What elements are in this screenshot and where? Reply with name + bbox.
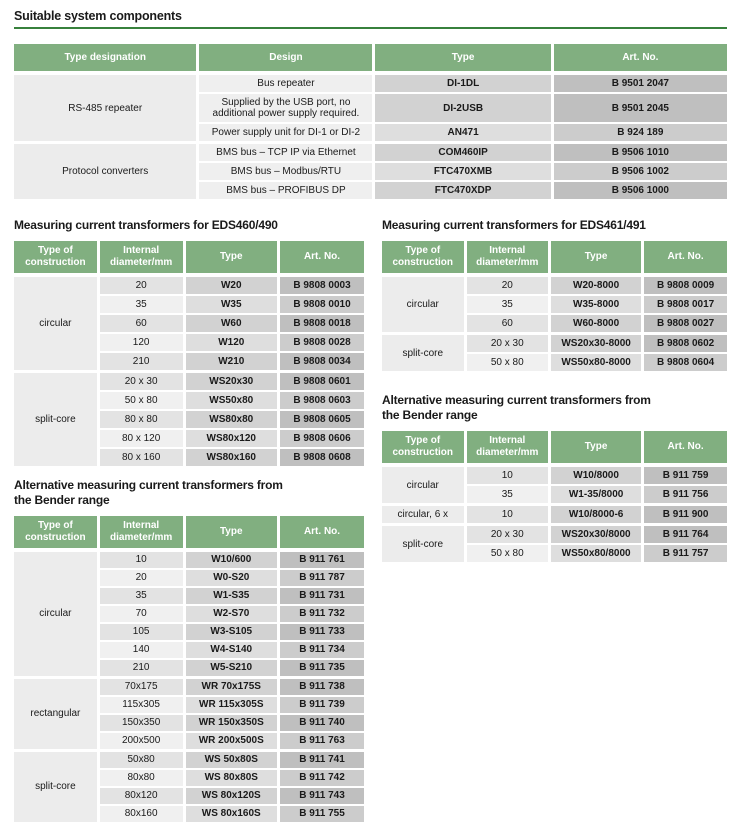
table-row [382,505,727,525]
cell-diameter: 80x160 [100,806,186,824]
cell-art-no: B 9808 0605 [280,411,364,430]
cell-designation: RS-485 repeater [14,74,199,143]
cell-type: W60 [186,315,281,334]
cell-type: WR 70x175S [186,678,281,697]
components-table [14,44,727,201]
column-header-diameter: Internal diameter/mm [100,241,186,276]
cell-art-no: B 911 761 [280,551,364,570]
cell-construction: split-core [382,334,467,373]
cell-diameter: 50 x 80 [467,354,552,373]
cell-diameter: 140 [100,642,186,660]
cell-art-no: B 911 731 [280,588,364,606]
cell-diameter: 115x305 [100,697,186,715]
cell-type: WS 80x80S [186,770,281,788]
cell-type: W3-S105 [186,624,281,642]
column-header-art-no: Art. No. [644,431,727,466]
cell-art-no: B 911 787 [280,570,364,588]
cell-construction: circular [14,551,100,678]
column-header-diameter: Internal diameter/mm [100,516,186,551]
cell-construction: split-core [14,372,100,468]
cell-art-no: B 911 738 [280,678,364,697]
alt-left-section [14,478,364,824]
cell-art-no: B 911 741 [280,751,364,770]
right-column [382,218,727,564]
cell-type: W20 [186,276,281,296]
cell-type: WS20x30/8000 [551,525,644,545]
cell-diameter: 60 [100,315,186,334]
header-row [14,44,727,74]
cell-diameter: 10 [100,551,186,570]
cell-design: BMS bus – TCP IP via Ethernet [199,143,375,163]
cell-construction: circular [382,466,467,505]
section-title-eds461: Measuring current transformers for EDS461/491 [382,218,646,232]
cell-art-no: B 9808 0608 [280,449,364,468]
cell-type: W1-35/8000 [551,486,644,505]
cell-art-no: B 911 740 [280,715,364,733]
cell-type: WS50x80/8000 [551,545,644,564]
cell-diameter: 210 [100,353,186,372]
section-title-alt-left [14,478,364,508]
cell-art-no: B 911 735 [280,660,364,678]
cell-art-no: B 9808 0606 [280,430,364,449]
cell-design: BMS bus – Modbus/RTU [199,163,375,182]
column-header-construction: Type of construction [14,241,100,276]
table-row [14,143,727,163]
cell-type: W10/600 [186,551,281,570]
cell-type: WS 80x120S [186,788,281,806]
cell-art-no: B 9808 0017 [644,296,727,315]
table-row [382,334,727,354]
cell-type: WS 80x160S [186,806,281,824]
cell-diameter: 50 x 80 [100,392,186,411]
cell-diameter: 60 [467,315,552,334]
cell-art-no: B 9808 0603 [280,392,364,411]
table-row [382,466,727,486]
cell-diameter: 150x350 [100,715,186,733]
cell-construction: circular [14,276,100,372]
cell-type: WS80x160 [186,449,281,468]
section-title-eds460: Measuring current transformers for EDS460/490 [14,218,278,232]
cell-diameter: 120 [100,334,186,353]
table-row [14,372,364,392]
cell-art-no: B 9506 1002 [554,163,727,182]
cell-art-no: B 924 189 [554,124,727,143]
cell-art-no: B 911 764 [644,525,727,545]
cell-type: W210 [186,353,281,372]
section-title-alt-right [382,393,727,423]
title-line1: Alternative measuring current transformers from [382,393,651,407]
title-line2: the Bender range [14,493,110,507]
header-row [382,241,727,276]
cell-design: Supplied by the USB port, no additional power supply required. [199,94,375,124]
column-header-art-no: Art. No. [554,44,727,74]
eds460-table [14,241,364,468]
cell-art-no: B 911 756 [644,486,727,505]
column-header-design: Design [199,44,375,74]
cell-art-no: B 9808 0034 [280,353,364,372]
cell-construction: circular [382,276,467,334]
cell-art-no: B 9808 0018 [280,315,364,334]
cell-diameter: 50 x 80 [467,545,552,564]
title-line2: the Bender range [382,408,478,422]
cell-design: BMS bus – PROFIBUS DP [199,182,375,201]
cell-diameter: 20 x 30 [467,334,552,354]
cell-type: COM460IP [375,143,553,163]
cell-diameter: 35 [467,486,552,505]
cell-art-no: B 9808 0027 [644,315,727,334]
table-row [14,678,364,697]
page-title: Suitable system components [14,9,182,23]
cell-type: FTC470XMB [375,163,553,182]
cell-type: W4-S140 [186,642,281,660]
cell-type: W1-S35 [186,588,281,606]
cell-art-no: B 9808 0601 [280,372,364,392]
cell-construction: circular, 6 x [382,505,467,525]
header-row [14,516,364,551]
cell-art-no: B 911 763 [280,733,364,751]
table-row [14,74,727,94]
cell-diameter: 210 [100,660,186,678]
eds461-table [382,241,727,373]
cell-art-no: B 911 732 [280,606,364,624]
cell-art-no: B 911 757 [644,545,727,564]
cell-type: W35-8000 [551,296,644,315]
cell-type: W10/8000-6 [551,505,644,525]
cell-diameter: 105 [100,624,186,642]
cell-diameter: 200x500 [100,733,186,751]
header-row [14,241,364,276]
cell-type: W2-S70 [186,606,281,624]
cell-art-no: B 9808 0010 [280,296,364,315]
column-header-type: Type [186,516,281,551]
cell-type: WS 50x80S [186,751,281,770]
cell-type: WS50x80 [186,392,281,411]
cell-type: WS80x80 [186,411,281,430]
cell-diameter: 35 [100,588,186,606]
cell-art-no: B 9808 0028 [280,334,364,353]
column-header-construction: Type of construction [382,241,467,276]
cell-diameter: 80x120 [100,788,186,806]
cell-diameter: 35 [100,296,186,315]
cell-type: WS50x80-8000 [551,354,644,373]
cell-type: W20-8000 [551,276,644,296]
cell-art-no: B 9808 0602 [644,334,727,354]
cell-type: W5-S210 [186,660,281,678]
cell-diameter: 20 [467,276,552,296]
cell-diameter: 50x80 [100,751,186,770]
cell-diameter: 10 [467,466,552,486]
cell-diameter: 20 [100,276,186,296]
cell-type: W35 [186,296,281,315]
cell-art-no: B 9506 1010 [554,143,727,163]
cell-diameter: 70 [100,606,186,624]
cell-art-no: B 9506 1000 [554,182,727,201]
cell-type: WS20x30 [186,372,281,392]
cell-type: WS80x120 [186,430,281,449]
two-column-layout [14,218,727,824]
cell-construction: split-core [14,751,100,824]
cell-art-no: B 911 733 [280,624,364,642]
cell-designation: Protocol converters [14,143,199,201]
column-header-type: Type [551,431,644,466]
alt-left-table [14,516,364,824]
cell-type: WR 200x500S [186,733,281,751]
cell-type: W120 [186,334,281,353]
table-row [14,551,364,570]
cell-diameter: 35 [467,296,552,315]
column-header-diameter: Internal diameter/mm [467,241,552,276]
cell-type: FTC470XDP [375,182,553,201]
cell-diameter: 10 [467,505,552,525]
cell-art-no: B 911 900 [644,505,727,525]
column-header-type: Type [375,44,553,74]
column-header-art-no: Art. No. [280,516,364,551]
cell-art-no: B 911 739 [280,697,364,715]
cell-type: DI-2USB [375,94,553,124]
column-header-type: Type [551,241,644,276]
cell-art-no: B 9808 0003 [280,276,364,296]
cell-art-no: B 9808 0604 [644,354,727,373]
column-header-type: Type [186,241,281,276]
cell-type: WR 150x350S [186,715,281,733]
cell-diameter: 70x175 [100,678,186,697]
cell-type: AN471 [375,124,553,143]
cell-diameter: 20 x 30 [100,372,186,392]
cell-type: W0-S20 [186,570,281,588]
cell-construction: split-core [382,525,467,564]
cell-art-no: B 911 734 [280,642,364,660]
cell-art-no: B 9501 2047 [554,74,727,94]
cell-design: Bus repeater [199,74,375,94]
cell-type: WR 115x305S [186,697,281,715]
column-header-construction: Type of construction [382,431,467,466]
cell-diameter: 20 [100,570,186,588]
column-header-art-no: Art. No. [280,241,364,276]
cell-design: Power supply unit for DI-1 or DI-2 [199,124,375,143]
table-row [14,276,364,296]
cell-art-no: B 911 759 [644,466,727,486]
cell-art-no: B 9501 2045 [554,94,727,124]
cell-art-no: B 911 755 [280,806,364,824]
column-header-art-no: Art. No. [644,241,727,276]
cell-art-no: B 9808 0009 [644,276,727,296]
title-line1: Alternative measuring current transformers from [14,478,283,492]
left-column [14,218,364,824]
cell-construction: rectangular [14,678,100,751]
table-row [382,525,727,545]
table-row [382,276,727,296]
cell-type: DI-1DL [375,74,553,94]
cell-diameter: 80 x 80 [100,411,186,430]
cell-art-no: B 911 742 [280,770,364,788]
table-row [14,751,364,770]
cell-art-no: B 911 743 [280,788,364,806]
column-header-type-designation: Type designation [14,44,199,74]
cell-type: W10/8000 [551,466,644,486]
header-row [382,431,727,466]
cell-diameter: 80 x 120 [100,430,186,449]
cell-type: WS20x30-8000 [551,334,644,354]
column-header-construction: Type of construction [14,516,100,551]
column-header-diameter: Internal diameter/mm [467,431,552,466]
title-rule [14,27,727,29]
alt-right-table [382,431,727,564]
cell-type: W60-8000 [551,315,644,334]
cell-diameter: 20 x 30 [467,525,552,545]
alt-right-section [382,393,727,564]
cell-diameter: 80 x 160 [100,449,186,468]
cell-diameter: 80x80 [100,770,186,788]
